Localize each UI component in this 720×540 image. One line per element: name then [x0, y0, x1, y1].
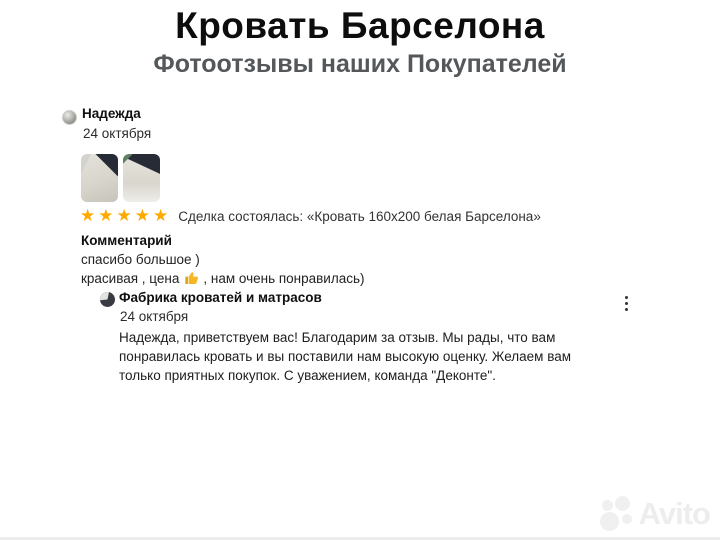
kebab-dot	[625, 302, 628, 305]
seller-avatar	[100, 292, 115, 307]
page-title: Кровать Барселона	[175, 5, 545, 46]
kebab-dot	[625, 296, 628, 299]
comment-label: Комментарий	[81, 233, 172, 248]
avito-watermark-text: Avito	[638, 496, 710, 531]
comment-line-2	[81, 270, 365, 286]
reviewer-name: Надежда	[82, 106, 141, 121]
review-photo-1[interactable]	[81, 154, 118, 202]
seller-name: Фабрика кроватей и матрасов	[119, 290, 322, 305]
page-subtitle: Фотоотзывы наших Покупателей	[153, 50, 567, 78]
deal-status-text: Сделка состоялась: «Кровать 160x200 белая Барселона»	[178, 208, 541, 224]
kebab-menu-icon[interactable]	[618, 293, 634, 313]
comment-line-1: спасибо большое )	[81, 252, 200, 267]
reply-text: Надежда, приветствуем вас! Благодарим за отзыв. Мы рады, что вам понравилась кровать и вы поставили нам высокую оценку. Желаем вам только приятных покупок. С уважением, команда "Деконте".	[119, 330, 572, 383]
thumbs-up-icon	[184, 270, 200, 286]
reply-date: 24 октября	[120, 309, 189, 324]
kebab-dot	[625, 308, 628, 311]
avito-logo-icon	[600, 496, 636, 532]
review-photo-2[interactable]	[123, 154, 160, 202]
reviewer-avatar	[62, 110, 77, 125]
review-photos	[81, 154, 160, 202]
star-rating-icon: ★★★★★	[80, 206, 172, 225]
comment-line-2-after: , нам очень понравилась)	[203, 270, 365, 286]
review-date: 24 октября	[83, 126, 152, 141]
comment-line-2-before: красивая , цена	[81, 270, 180, 286]
rating-row	[80, 205, 541, 227]
avito-watermark	[600, 496, 710, 532]
